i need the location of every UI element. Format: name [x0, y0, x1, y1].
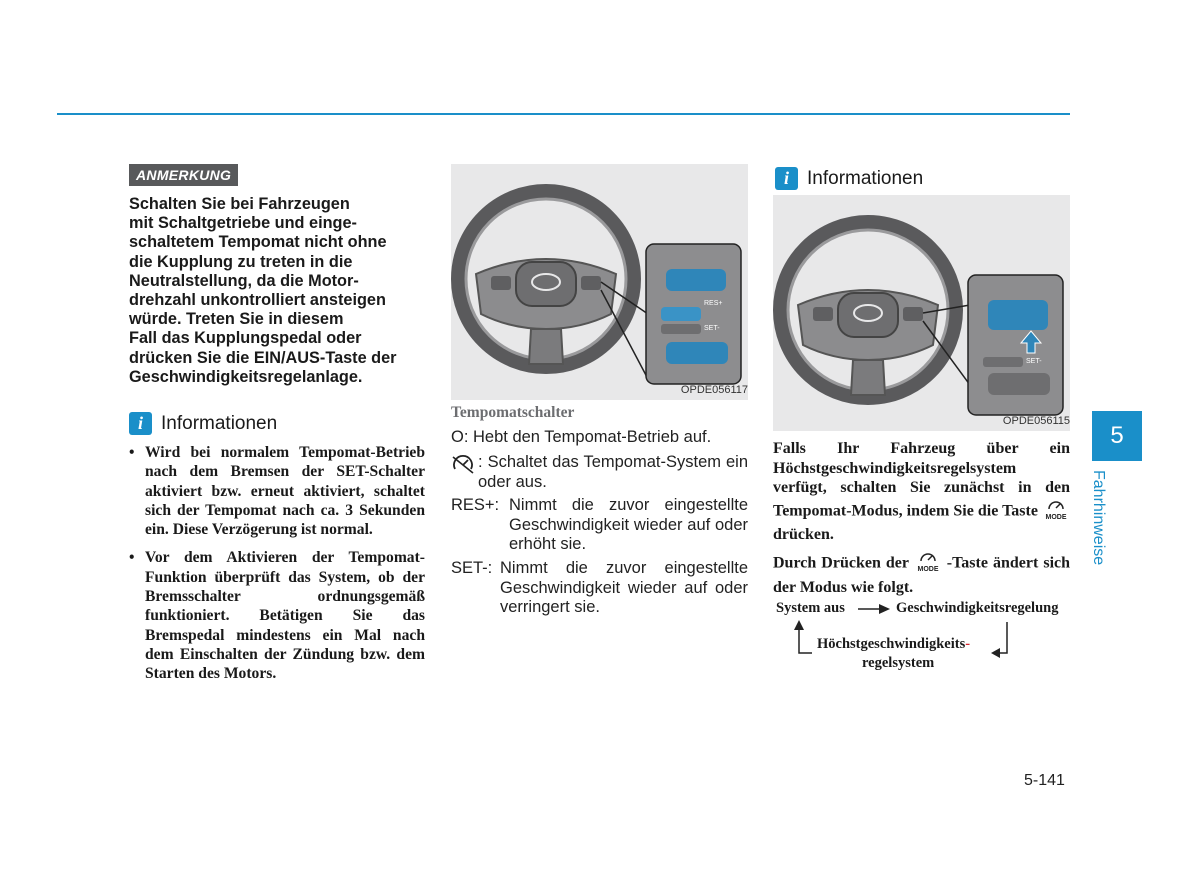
switch-section-title: Tempomatschalter — [451, 404, 575, 421]
info-right-para1 — [773, 439, 1070, 545]
cruise-desc: : Schaltet das Tempomat-System ein oder aus. — [478, 453, 748, 491]
note-line: mit Schaltgetriebe und einge- — [129, 214, 357, 233]
note-line: drehzahl unkontrolliert ansteigen — [129, 291, 386, 310]
res-desc: Nimmt die zuvor eingestellte Geschwindigkeit wieder auf oder erhöht sie. — [509, 496, 748, 553]
note-text — [129, 195, 425, 387]
steering-wheel-mode-illustration — [773, 195, 1070, 431]
res-term: RES+: — [451, 496, 500, 514]
mode-label: MODE — [917, 566, 939, 572]
info-left-list — [129, 443, 425, 693]
figure-code-left: OPDE056117 — [680, 384, 748, 396]
list-item: • Wird bei normalem Tempomat-Betrieb nach dem Bremsen der SET-Schalter aktiviert bzw. erneut aktiviert, schaltet sich der Tempomat nach ca. 3 Sekunden ein. Diese Verzögerung ist normal. — [129, 443, 425, 539]
info-left-header — [129, 412, 277, 435]
set-term: SET-: — [451, 559, 493, 577]
note-line: Schalten Sie bei Fahrzeugen — [129, 195, 350, 213]
note-line: schaltetem Tempomat nicht ohne — [129, 233, 387, 252]
flow-arrow-right-icon — [857, 602, 891, 616]
set-switch-label: SET- — [704, 325, 720, 332]
flow-speed-control: Geschwindigkeitsregelung — [896, 600, 1059, 616]
note-line: würde. Treten Sie in diesem — [129, 310, 344, 329]
set-desc: Nimmt die zuvor eingestellte Geschwindigkeit wieder auf oder verringert sie. — [500, 559, 748, 616]
note-line: Neutralstellung, da die Motor- — [129, 271, 359, 290]
chapter-tab: 5 — [1092, 411, 1142, 461]
info-icon: i — [775, 167, 798, 190]
mode-button-icon — [914, 550, 942, 578]
cruise-icon — [451, 453, 475, 481]
para1-text: Falls Ihr Fahrzeug über ein Höchstgeschwindigkeitsregelsystem verfügt, schalten Sie zunächst in den Tempomat-Modus, indem Sie die Taste — [773, 440, 1070, 519]
header-rule — [57, 113, 1070, 115]
note-line: die Kupplung zu treten in die — [129, 252, 353, 271]
mode-button-icon — [1042, 498, 1070, 526]
o-line: O: Hebt den Tempomat-Betrieb auf. — [451, 428, 712, 446]
para1-end: drücken. — [773, 526, 834, 543]
flow-return-arrows-icon — [792, 620, 1024, 660]
flow-max-speed-line1: Höchstgeschwindigkeits- — [817, 636, 971, 652]
note-line: Geschwindigkeitsregelanlage. — [129, 367, 363, 386]
info-left-heading: Informationen — [161, 412, 278, 434]
res-def — [451, 496, 748, 555]
steering-wheel-figure — [451, 164, 748, 400]
steering-wheel-illustration — [451, 164, 748, 400]
flow-max-speed-line2: regelsystem — [862, 655, 935, 671]
info-right-heading: Informationen — [807, 167, 924, 189]
figure-code-right: OPDE056115 — [1002, 415, 1070, 427]
info-right-para2 — [773, 550, 1070, 597]
mode-label: MODE — [1045, 513, 1067, 520]
para2-end: -Taste ändert sich der Modus wie folgt. — [773, 554, 1071, 596]
res-switch-label: RES+ — [704, 300, 723, 307]
page-number: 5-141 — [1024, 772, 1065, 789]
flow-system-off: System aus — [776, 600, 845, 616]
steering-wheel-mode-figure — [773, 195, 1070, 431]
note-label: ANMERKUNG — [129, 164, 238, 186]
set-switch-label-right: SET- — [1026, 358, 1042, 365]
note-line: Fall das Kupplungspedal oder — [129, 329, 362, 348]
info-right-header — [775, 167, 923, 190]
info-icon: i — [129, 412, 152, 435]
cruise-def — [451, 453, 748, 492]
list-item: • Vor dem Aktivieren der Tempomat-Funktion überprüft das System, ob der Bremsschalter ordnungsgemäß funktioniert. Betätigen Sie das Bremspedal mindestens ein Mal nach dem Einschalten der Zündung bzw. dem Starten des Motors. — [129, 548, 425, 683]
chapter-title: Fahrhinweise — [1090, 470, 1107, 566]
para2-text: Durch Drücken der — [773, 554, 909, 572]
note-line: drücken Sie die EIN/AUS-Taste der — [129, 348, 397, 367]
set-def — [451, 559, 748, 618]
